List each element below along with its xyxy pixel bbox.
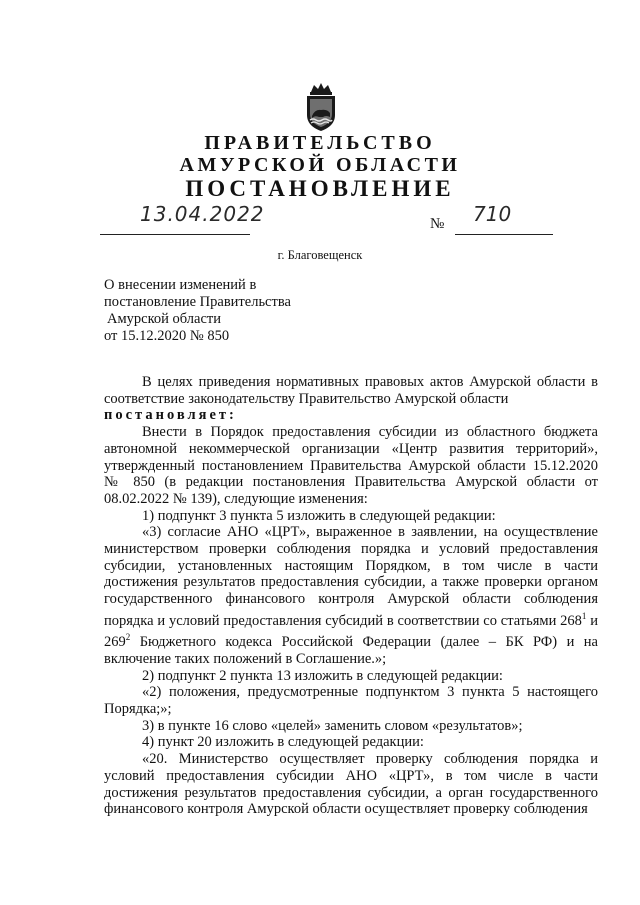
city-name: г. Благовещенск	[277, 248, 363, 262]
paragraph-item3: 3) в пункте 16 слово «целей» заменить словом «результатов»;	[142, 717, 523, 734]
document-body	[104, 374, 598, 818]
decree-word-text: постановляет:	[104, 407, 237, 424]
paragraph-item2: 2) подпункт 2 пункта 13 изложить в следующей редакции:	[142, 667, 503, 684]
intro-paragraph: В целях приведения нормативных правовых актов Амурской области в соответствие законодательству Правительство Амурской области	[104, 374, 598, 407]
item1-text-part: и 269	[104, 612, 598, 651]
superscript: 2	[125, 632, 131, 643]
org-name-line2: АМУРСКОЙ ОБЛАСТИ	[179, 154, 461, 176]
paragraph-main: Внести в Порядок предоставления субсидии из областного бюджета автономной некоммерческой организации «Центр развития территорий», утвержденный постановлением Правительства Амурской области 15.12.2020 № 850 (в редакции постановления Правительства Амурской области от 08.02.2022 № 139), следующие изменения:	[104, 424, 598, 507]
number-sign: №	[430, 216, 445, 232]
subject-line: от 15.12.2020 № 850	[104, 328, 230, 344]
paragraph-item4-text: «20. Министерство осуществляет проверку соблюдения порядка и условий предоставления субсидии АНО «ЦРТ», в том числе в части достижения результатов предоставления субсидии, а орган государственного финансового контроля Амурской области осуществляет проверку соблюдения	[104, 751, 598, 818]
subject-line: постановление Правительства	[104, 294, 291, 310]
paragraph-item1-text	[104, 524, 598, 667]
handwritten-date: 13.04.2022	[140, 202, 265, 226]
subject-line: О внесении изменений в	[104, 277, 257, 293]
decree-word	[104, 407, 598, 424]
paragraph-item2-text: «2) положения, предусмотренные подпунктом 3 пункта 5 настоящего Порядка;»;	[104, 684, 598, 718]
handwritten-number: 710	[473, 202, 512, 226]
coat-of-arms-icon	[299, 82, 343, 132]
org-name-line1: ПРАВИТЕЛЬСТВО	[204, 132, 436, 154]
document-type-title: ПОСТАНОВЛЕНИЕ	[185, 176, 455, 201]
paragraph-item4: 4) пункт 20 изложить в следующей редакции:	[142, 734, 424, 751]
subject-line: Амурской области	[107, 311, 221, 327]
subject-block	[104, 277, 291, 345]
superscript: 1	[581, 610, 587, 621]
item1-text-part: «3) согласие АНО «ЦРТ», выраженное в заявлении, на осуществление министерством проверки соблюдения порядка и условий предоставления субсидии, установленных настоящим Порядком, в том числе в части достижения результатов предоставления субсидии, а также проверки органом государственного финансового контроля Амурской области соблюдения порядка и условий предоставления субсидий в соответствии со статьями 268	[104, 524, 598, 629]
item1-text-part: Бюджетного кодекса Российской Федерации (далее – БК РФ) и на включение таких положений в Соглашение.»;	[104, 634, 598, 667]
paragraph-item1: 1) подпункт 3 пункта 5 изложить в следующей редакции:	[142, 507, 496, 524]
